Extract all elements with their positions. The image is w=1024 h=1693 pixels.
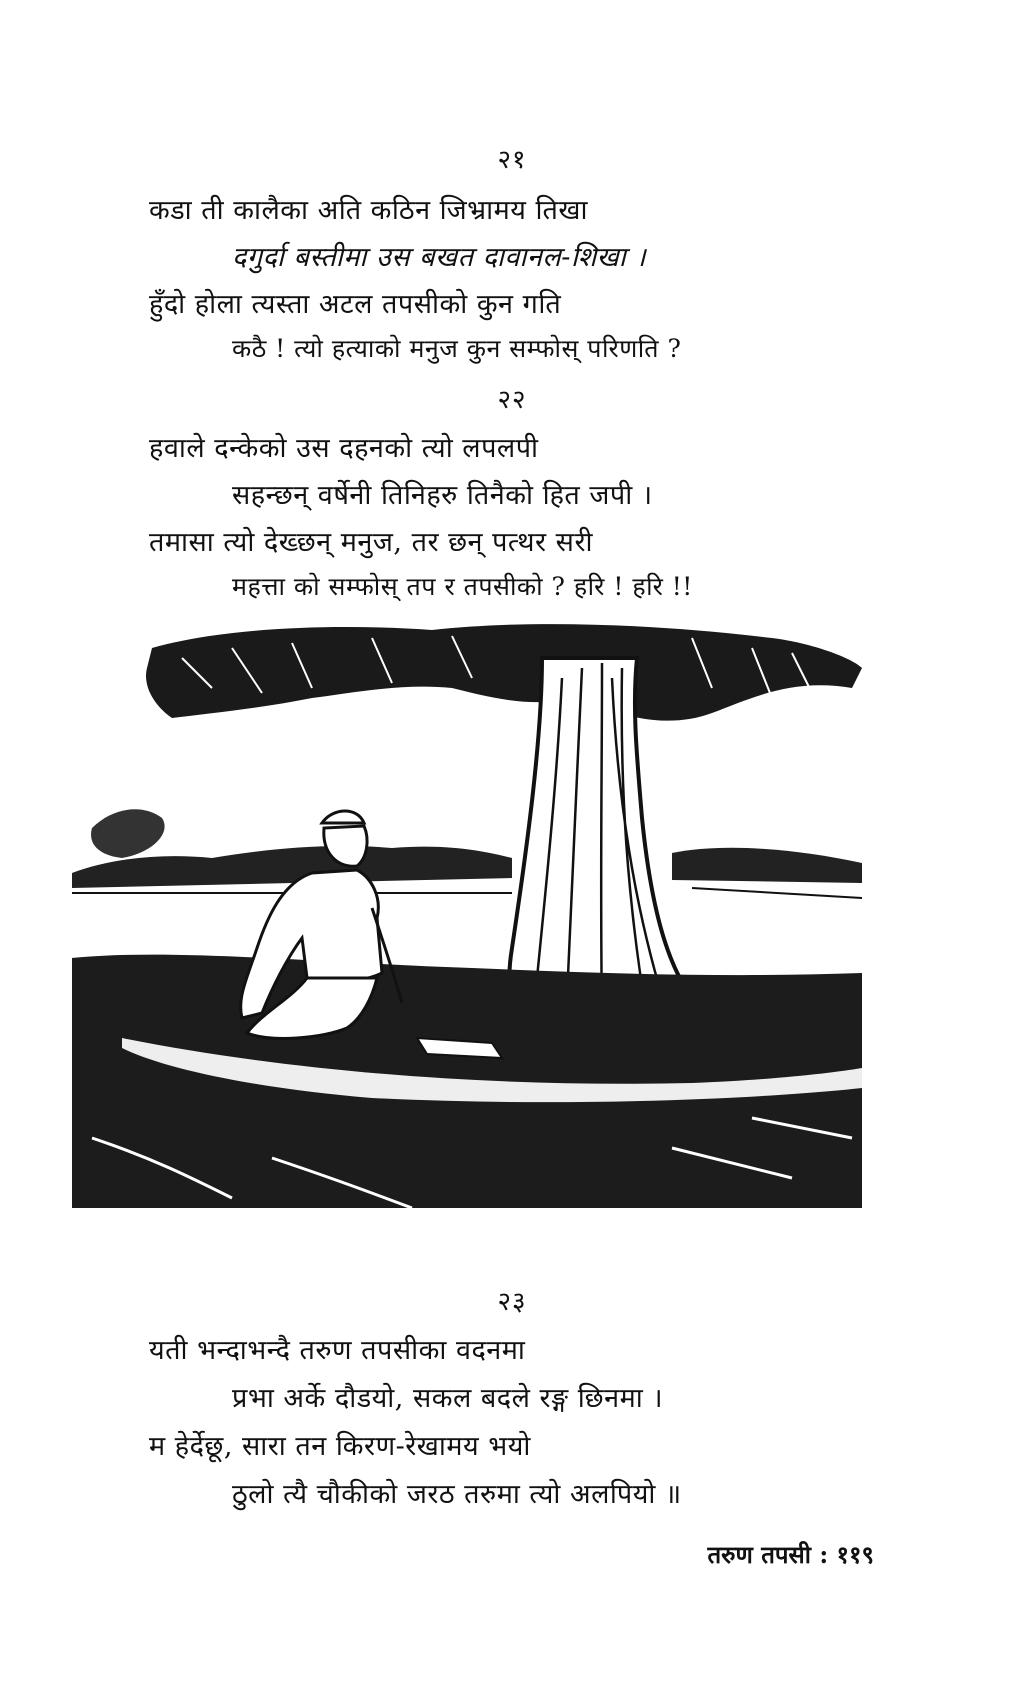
verse-22-line-4: महत्ता को सम्फोस् तप र तपसीको ? हरि ! हरि !! — [232, 572, 693, 601]
verse-23-line-3: म हेर्देछू, सारा तन किरण-रेखामय भयो — [149, 1431, 531, 1462]
page-footer: तरुण तपसी : ११९ — [707, 1540, 874, 1569]
verse-number-22: २२ — [497, 385, 527, 415]
verse-number-23: २३ — [497, 1287, 527, 1317]
verse-22-line-3: तमासा त्यो देख्छन् मनुज, तर छन् पत्थर सरी — [149, 527, 593, 558]
ground — [72, 955, 862, 1208]
verse-23-line-4: ठुलो त्यै चौकीको जरठ तरुमा त्यो अलपियो ॥ — [232, 1479, 682, 1510]
verse-23-line-1: यती भन्दाभन्दै तरुण तपसीका वदनमा — [149, 1335, 526, 1366]
verse-21-line-1: कडा ती कालैका अति कठिन जिभ्रामय तिखा — [149, 195, 588, 226]
background-landscape — [72, 809, 862, 898]
verse-21-line-3: हुँदो होला त्यस्ता अटल तपसीको कुन गति — [149, 289, 562, 320]
ascetic-under-tree-illustration — [72, 618, 862, 1208]
verse-22-line-1: हवाले दन्केको उस दहनको त्यो लपलपी — [149, 433, 539, 464]
tree-canopy — [146, 624, 862, 721]
verse-21-line-2: दगुर्दा बस्तीमा उस बखत दावानल-शिखा । — [232, 242, 647, 273]
verse-number-21: २१ — [497, 145, 527, 175]
verse-22-line-2: सहन्छन् वर्षेनी तिनिहरु तिनैको हित जपी । — [232, 480, 653, 511]
verse-21-line-4: कठै ! त्यो हत्याको मनुज कुन सम्फोस् परिणति ? — [232, 334, 682, 363]
verse-23-line-2: प्रभा अर्के दौडयो, सकल बदले रङ्ग छिनमा । — [232, 1383, 664, 1414]
